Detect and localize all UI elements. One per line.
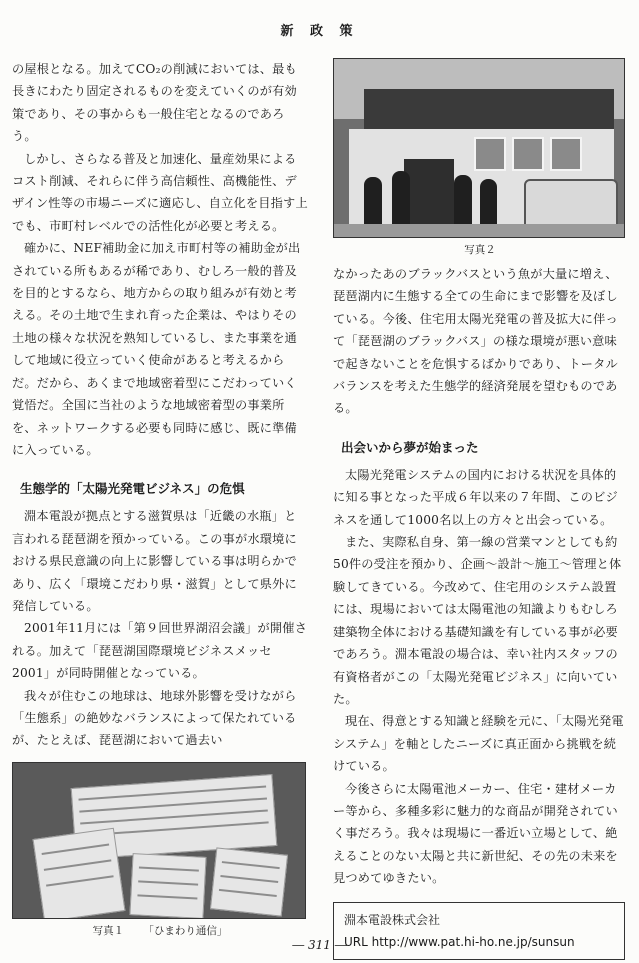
photo-ground: [334, 224, 624, 237]
photo-office-building: [333, 58, 625, 238]
body-paragraph: 太陽光発電システムの国内における状況を具体的に知る事となった平成６年以来の７年間、このビジネスを通して1000名以上の方々と出会っている。: [333, 467, 618, 527]
photo-caption: [12, 923, 308, 938]
photo-roof: [364, 89, 614, 129]
page-number: ― 311 ―: [292, 938, 347, 952]
body-paragraph: なかったあのブラックバスという魚が大量に増え、琵琶湖内に生態する全ての生命にまで影響を及ぼしている。今後、住宅用太陽光発電の普及拡大に伴って「琵琶湖のブラックバス」の様な環境が悪い意味で起きないことを危惧するばかりであり、トータルバランスを考えた生態学的経済発展を望むものである。: [333, 267, 618, 416]
body-paragraph: 淵本電設が拠点とする滋賀県は「近畿の水瓶」と言われる琵琶湖を預かっている。この事が水環境における県民意識の向上に影響している事は明らかであり、広く「環境こだわり県・滋賀」として県外に発信している。: [12, 509, 297, 613]
body-paragraph: 確かに、NEF補助金に加え市町村等の補助金が出されている所もあるが稀であり、むしろ一般的普及を目的とするなら、地方からの取り組みが有効と考える。その土地で生まれ育った企業は、やはりその土地の様々な状況を熟知しているし、また事業を通して地域に役立っていく使命があると考えるからだ。だから、あくまで地域密着型にこだわっていく覚悟だ。全国に当社のような地域密着型の事業所を、ネットワークする必要も同時に感じ、既に準備に入っている。: [12, 241, 301, 457]
body-paragraph: の屋根となる。加えてCO₂の削減においては、最も長きにわたり固定されるものを変えていくのが有効策であり、その事からも一般住宅となるのであろう。: [12, 62, 297, 144]
photo-person: [392, 171, 410, 229]
leaflet: [129, 853, 206, 919]
photo-person: [454, 175, 472, 229]
leaflet: [33, 827, 126, 918]
body-paragraph: 2001年11月には「第９回世界湖沼会議」が開催される。加えて「琵琶湖国際環境ビジネスメッセ2001」が同時開催となっている。: [12, 621, 308, 681]
photo-window: [474, 137, 506, 171]
photo-window: [550, 137, 582, 171]
company-name: 淵本電設株式会社: [344, 912, 441, 927]
body-paragraph: 今後さらに太陽電池メーカー、住宅・建材メーカー等から、多種多彩に魅力的な商品が開発されていく事だろう。我々は現場に一番近い立場として、絶えることのない太陽と共に新世紀、その先の未来を見つめてゆきたい。: [333, 781, 618, 886]
photo-newsletters: [12, 762, 306, 919]
body-paragraph: しかし、さらなる普及と加速化、量産効果によるコスト削減、それらに伴う高信頼性、高機能性、デザイン性等の市場ニーズに適応し、自立化を目指す上でも、市町村レベルでの活性化が必要と考える。: [12, 151, 308, 233]
running-header: 新 政 策: [280, 24, 359, 39]
section-heading: 生態学的「太陽光発電ビジネス」の危惧: [20, 481, 245, 497]
leaflet: [210, 847, 288, 916]
photo-person: [480, 179, 497, 229]
section-heading: 出会いから夢が始まった: [341, 439, 479, 455]
photo-window: [512, 137, 544, 171]
body-paragraph: また、実際私自身、第一線の営業マンとしても約50件の受注を預かり、企画～設計～施工～管理と体験してきている。今改めて、住宅用のシステム設置には、現場においては太陽電池の知識よりもむしろ建築物全体における基礎知識を有している事が必要であろう。淵本電設の場合は、幸い社内スタッフの有資格者がこの「太陽光発電ビジネス」に向いていた。: [333, 535, 622, 706]
caption-title: 「ひまわり通信」: [143, 924, 228, 937]
photo-person: [364, 177, 382, 229]
company-url[interactable]: URL http://www.pat.hi-ho.ne.jp/sunsun: [344, 934, 575, 949]
right-column: [333, 58, 627, 960]
photo-caption: 写真２: [464, 244, 496, 256]
caption-label: 写真１: [92, 924, 125, 937]
body-paragraph: 我々が住むこの地球は、地球外影響を受けながら「生態系」の絶妙なバランスによって保たれているが、たとえば、琵琶湖において過去い: [12, 688, 297, 748]
left-column: [12, 58, 308, 944]
body-paragraph: 現在、得意とする知識と経験を元に、「太陽光発電システム」を軸としたニーズに真正面から挑戦を続けている。: [333, 714, 624, 774]
